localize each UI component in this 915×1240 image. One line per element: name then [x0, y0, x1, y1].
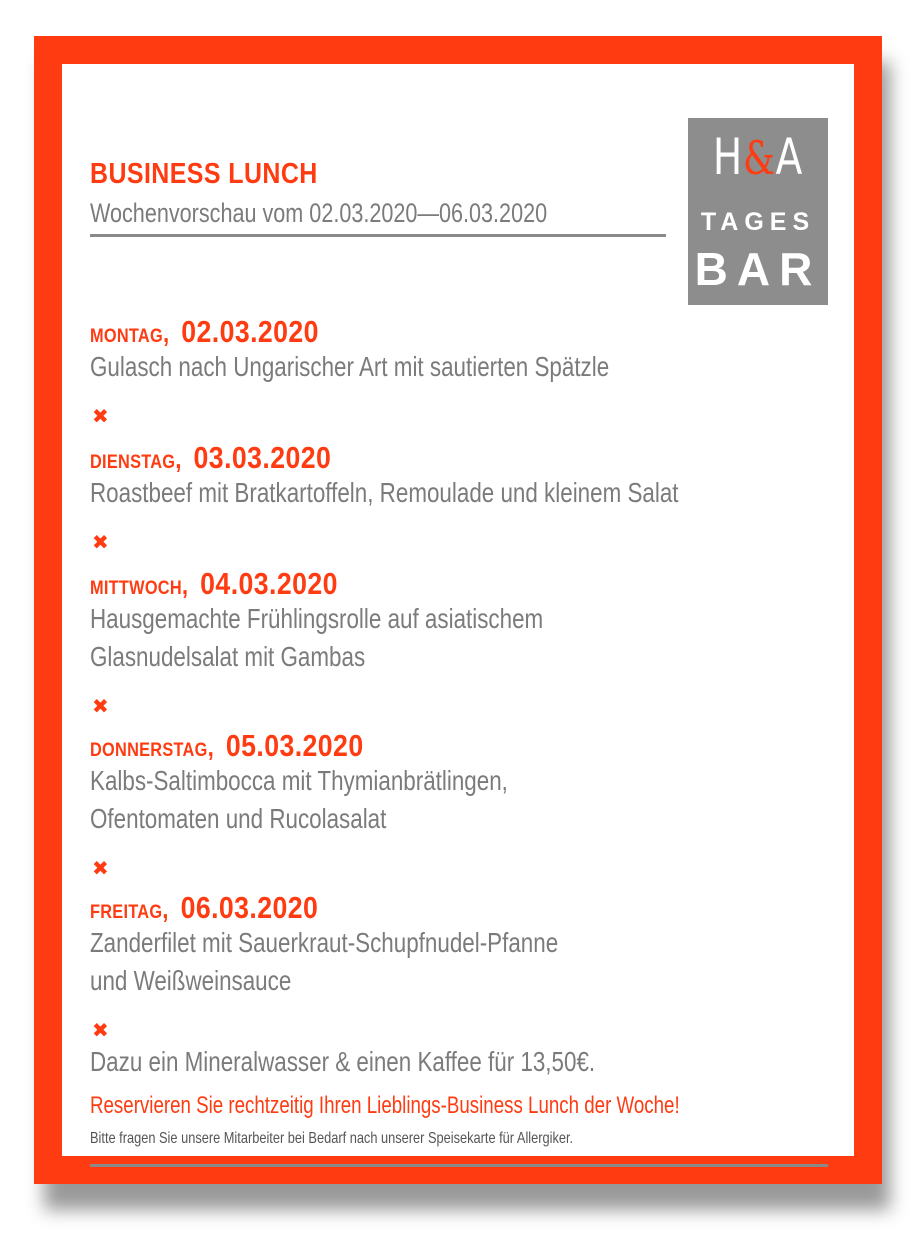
logo-bar: BAR — [694, 243, 822, 295]
footer-divider — [90, 1164, 828, 1167]
dish-line: und Weißweinsauce — [90, 965, 292, 996]
day-tuesday: DIENSTAG, 03.03.2020 Roastbeef mit Bratkartoffeln, Remoulade und kleinem Salat — [90, 440, 826, 512]
menu-title: BUSINESS LUNCH — [90, 158, 318, 190]
menu-card — [62, 64, 854, 1156]
dish-line: Hausgemachte Frühlingsrolle auf asiatischem — [90, 603, 544, 634]
separator-x-icon: ✖ — [92, 696, 109, 718]
logo-tages: TAGES — [700, 208, 816, 236]
day-name: MONTAG — [90, 326, 163, 347]
day-date: 02.03.2020 — [181, 314, 319, 349]
day-date: 06.03.2020 — [180, 890, 319, 925]
day-date: 05.03.2020 — [225, 728, 364, 763]
day-name: MITTWOCH — [90, 578, 182, 599]
week-preview-subtitle: Wochenvorschau vom 02.03.2020—06.03.2020 — [90, 198, 548, 228]
menu-frame — [34, 36, 882, 1184]
day-name: FREITAG — [90, 902, 163, 923]
day-wednesday: MITTWOCH, 04.03.2020 Hausgemachte Frühlingsrolle auf asiatischem Glasnudelsalat mit Gambas — [90, 566, 657, 676]
dish-line: Gulasch nach Ungarischer Art mit sautierten Spätzle — [90, 351, 610, 382]
price-line: Dazu ein Mineralwasser & einen Kaffee für 13,50€. — [90, 1046, 596, 1077]
day-date: 03.03.2020 — [193, 440, 332, 475]
dish-line: Roastbeef mit Bratkartoffeln, Remoulade und kleinem Salat — [90, 477, 679, 508]
day-date: 04.03.2020 — [200, 566, 338, 601]
dish-line: Ofentomaten und Rucolasalat — [90, 803, 387, 834]
separator-x-icon: ✖ — [92, 858, 109, 880]
day-name: DONNERSTAG — [90, 740, 208, 761]
logo-ha: H&A — [712, 128, 804, 186]
day-friday: FREITAG, 06.03.2020 Zanderfilet mit Sauerkraut-Schupfnudel-Pfanne und Weißweinsauce — [90, 890, 675, 1000]
separator-x-icon: ✖ — [92, 1020, 109, 1042]
dish-line: Zanderfilet mit Sauerkraut-Schupfnudel-Pfanne — [90, 927, 559, 958]
dish-line: Kalbs-Saltimbocca mit Thymianbrätlingen, — [90, 765, 508, 796]
day-thursday: DONNERSTAG, 05.03.2020 Kalbs-Saltimbocca mit Thymianbrätlingen, Ofentomaten und Rucolasalat — [90, 728, 612, 838]
reservation-note: Reservieren Sie rechtzeitig Ihren Lieblings-Business Lunch der Woche! — [90, 1092, 680, 1119]
dish-line: Glasnudelsalat mit Gambas — [90, 641, 366, 672]
allergy-note: Bitte fragen Sie unsere Mitarbeiter bei Bedarf nach unserer Speisekarte für Allergiker. — [90, 1130, 574, 1147]
header-divider — [90, 234, 666, 237]
separator-x-icon: ✖ — [92, 406, 109, 428]
day-monday: MONTAG, 02.03.2020 Gulasch nach Ungarischer Art mit sautierten Spätzle — [90, 314, 739, 386]
separator-x-icon: ✖ — [92, 532, 109, 554]
ha-tages-bar-logo — [688, 118, 828, 305]
day-name: DIENSTAG — [90, 452, 176, 473]
